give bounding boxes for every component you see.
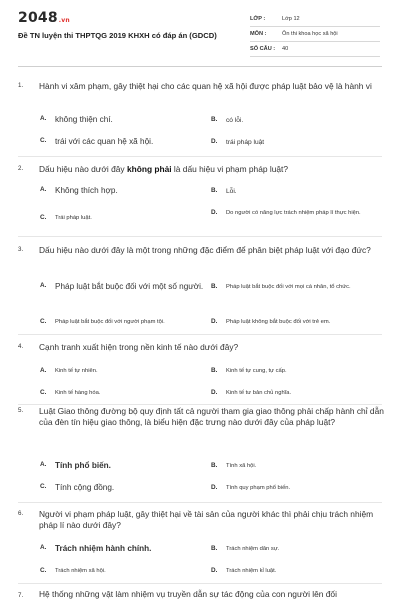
option-1a[interactable] xyxy=(40,115,113,125)
option-4c[interactable] xyxy=(40,389,100,398)
option-4d[interactable] xyxy=(211,389,291,398)
question-text: Dấu hiệu nào dưới đây là một trong những đặc điểm để phân biệt pháp luật với đạo đức? xyxy=(39,245,371,255)
question-number: 2. xyxy=(18,165,24,172)
option-text: có lỗi. xyxy=(226,117,244,124)
option-letter: C. xyxy=(40,483,47,490)
option-letter: C. xyxy=(40,567,47,574)
option-text: Trách nhiệm hành chính. xyxy=(55,544,152,553)
question-number: 3. xyxy=(18,246,24,253)
option-text: Tính cộng đồng. xyxy=(55,483,115,492)
question-number: 1. xyxy=(18,82,24,89)
question-text-part: Dấu hiệu nào dưới đây xyxy=(39,164,127,174)
question-number: 6. xyxy=(18,510,24,517)
question-text: Cạnh tranh xuất hiện trong nền kinh tế nào dưới đây? xyxy=(39,342,239,352)
question-separator xyxy=(18,156,382,157)
option-2b[interactable] xyxy=(211,187,237,196)
option-3d[interactable] xyxy=(211,318,330,327)
meta-key: MÔN : xyxy=(250,31,267,37)
option-letter: A. xyxy=(40,461,47,468)
option-letter: B. xyxy=(211,116,218,123)
question-text: Hành vi xâm phạm, gây thiệt hại cho các quan hệ xã hội được pháp luật bảo vệ là hành vi xyxy=(39,81,372,91)
question-separator xyxy=(18,334,382,335)
option-letter: D. xyxy=(211,389,218,396)
option-letter: B. xyxy=(211,187,218,194)
option-text: Kinh tế tư bản chủ nghĩa. xyxy=(226,390,292,396)
option-5a[interactable] xyxy=(40,461,111,471)
option-letter: A. xyxy=(40,282,47,289)
question-text-emphasis: không phải xyxy=(126,164,172,174)
option-letter: B. xyxy=(211,545,218,552)
question-text: Luật Giao thông đường bộ quy định tất cả người tham gia giao thông phải chấp hành chỉ dẫn của đèn tín hiệu giao thông, là biểu hiện đặc trưng nào dưới đây của pháp luật? xyxy=(39,406,384,427)
meta-row-class xyxy=(250,12,380,27)
question-number: 7. xyxy=(18,592,24,599)
option-text: Kinh tế tự nhiên. xyxy=(55,368,98,374)
option-6c[interactable] xyxy=(40,567,106,576)
option-text: Pháp luật bắt buộc đối với mọi cá nhân, tổ chức. xyxy=(226,284,351,290)
option-text: Tính quy phạm phổ biến. xyxy=(226,485,291,491)
option-4b[interactable] xyxy=(211,367,287,376)
option-text: Tính xã hội. xyxy=(226,463,257,469)
site-logo[interactable] xyxy=(18,10,70,26)
option-1c[interactable] xyxy=(40,137,153,147)
option-letter: C. xyxy=(40,389,47,396)
option-letter: D. xyxy=(211,138,218,145)
question-separator xyxy=(18,404,382,405)
option-text: Trách nhiệm xã hội. xyxy=(55,568,106,574)
option-5c[interactable] xyxy=(40,483,114,493)
option-text: Tính phổ biến. xyxy=(55,461,111,470)
option-text: Kinh tế hàng hóa. xyxy=(55,390,101,396)
meta-row-subject xyxy=(250,27,380,42)
question-number: 5. xyxy=(18,407,24,414)
meta-key: SỐ CÂU : xyxy=(250,46,276,52)
option-4a[interactable] xyxy=(40,367,98,376)
option-text: Pháp luật không bắt buộc đối với trẻ em. xyxy=(226,319,331,325)
option-text: Trái pháp luật. xyxy=(55,215,92,221)
option-text: Trách nhiệm kỉ luật. xyxy=(226,568,277,574)
option-5d[interactable] xyxy=(211,484,290,493)
option-letter: B. xyxy=(211,283,218,290)
option-text: Kinh tế tự cung, tự cấp. xyxy=(226,368,287,374)
option-1b[interactable] xyxy=(211,116,243,125)
option-letter: C. xyxy=(40,137,47,144)
logo-suffix: .vn xyxy=(58,17,70,24)
option-5b[interactable] xyxy=(211,462,256,471)
meta-value: Ôn thi khoa học xã hội xyxy=(282,31,338,37)
option-letter: A. xyxy=(40,115,47,122)
option-text: trái với các quan hệ xã hội. xyxy=(55,137,154,146)
meta-value: Lớp 12 xyxy=(282,16,300,22)
option-letter: A. xyxy=(40,367,47,374)
option-text: Không thích hợp. xyxy=(55,186,118,195)
option-letter: D. xyxy=(211,318,218,325)
header-divider xyxy=(18,66,382,67)
question-text: Người vi phạm pháp luật, gây thiệt hại về tài sản của người khác thì phải chịu trách nhiệm pháp lí nào dưới đây? xyxy=(39,509,374,530)
option-1d[interactable] xyxy=(211,138,264,147)
option-letter: B. xyxy=(211,462,218,469)
exam-title: Đề TN luyện thi THPTQG 2019 KHXH có đáp án (GDCD) xyxy=(18,31,217,40)
question-7 xyxy=(18,589,384,599)
option-3c[interactable] xyxy=(40,318,165,327)
document-header xyxy=(0,0,400,66)
option-6b[interactable] xyxy=(211,545,279,554)
meta-row-count xyxy=(250,42,380,57)
option-text: Do người có năng lực trách nhiệm pháp lí thực hiện. xyxy=(226,210,361,216)
option-6a[interactable] xyxy=(40,544,151,554)
option-2c[interactable] xyxy=(40,214,92,223)
question-text-part: là dấu hiệu vi phạm pháp luật? xyxy=(171,164,289,174)
option-text: không thiện chí. xyxy=(55,115,113,124)
option-text: trái pháp luật xyxy=(226,139,265,146)
option-2d[interactable] xyxy=(211,209,371,218)
option-text: Trách nhiệm dân sự. xyxy=(226,546,280,552)
question-separator xyxy=(18,502,382,503)
option-text: Pháp luật bắt buộc đối với người phạm tội. xyxy=(55,319,165,325)
option-6d[interactable] xyxy=(211,567,276,576)
option-letter: D. xyxy=(211,209,218,216)
option-text: Pháp luật bắt buộc đối với một số người. xyxy=(55,282,204,291)
option-3a[interactable] xyxy=(40,282,205,292)
option-3b[interactable] xyxy=(211,283,376,292)
option-letter: D. xyxy=(211,484,218,491)
exam-meta-table xyxy=(250,12,380,57)
option-letter: D. xyxy=(211,567,218,574)
question-separator xyxy=(18,236,382,237)
logo-main: 2048 xyxy=(18,10,58,26)
option-text: Lỗi. xyxy=(226,188,237,195)
option-letter: B. xyxy=(211,367,218,374)
question-separator xyxy=(18,583,382,584)
option-letter: A. xyxy=(40,544,47,551)
question-text xyxy=(39,164,384,175)
meta-key: LỚP : xyxy=(250,16,266,22)
option-letter: C. xyxy=(40,214,47,221)
question-text: Hệ thống những vật làm nhiệm vụ truyền dẫn sự tác động của con người lên đối xyxy=(39,589,337,599)
option-2a[interactable] xyxy=(40,186,118,196)
option-letter: C. xyxy=(40,318,47,325)
meta-value: 40 xyxy=(282,46,289,52)
option-letter: A. xyxy=(40,186,47,193)
question-number: 4. xyxy=(18,343,24,350)
